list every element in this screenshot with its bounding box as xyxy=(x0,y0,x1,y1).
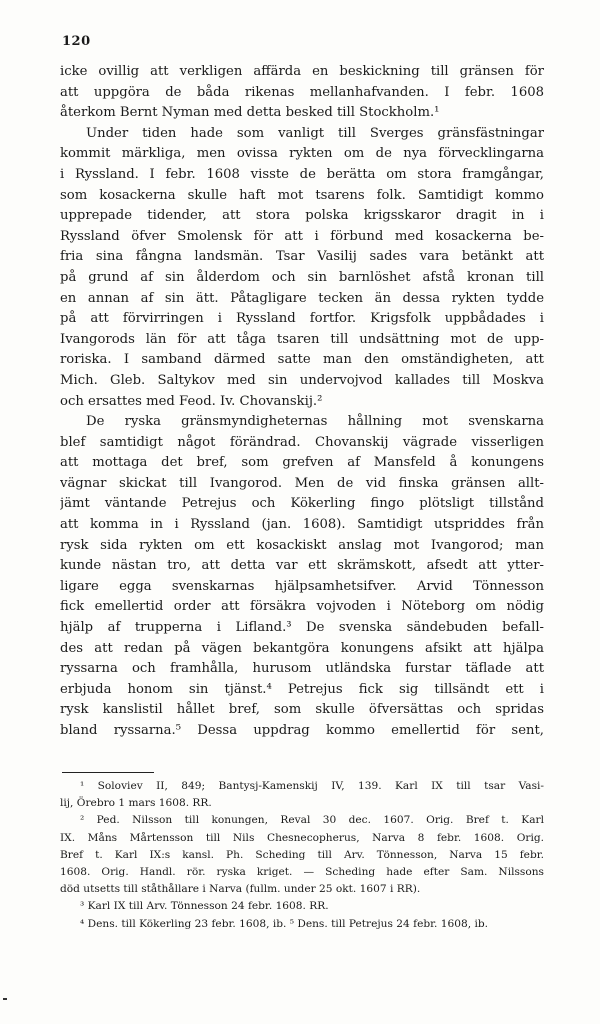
scan-speck xyxy=(3,998,7,1000)
body-line: Ryssland öfver Smolensk för att i förbund med kosackerna be- xyxy=(60,228,544,244)
body-line: som kosackerna skulle haft mot tsarens folk. Samtidigt kommo xyxy=(60,187,544,203)
footnote-line: ² Ped. Nilsson till konungen, Reval 30 dec. 1607. Orig. Bref t. Karl xyxy=(80,814,544,827)
body-line: Ivangorods län för att tåga tsaren till undsättning mot de upp- xyxy=(60,331,544,347)
footnote-line: lij, Örebro 1 mars 1608. RR. xyxy=(60,797,212,810)
footnote-line: död utsetts till ståthållare i Narva (fullm. under 25 okt. 1607 i RR). xyxy=(60,883,421,896)
body-line: fria sina fångna landsmän. Tsar Vasilij sades vara betänkt att xyxy=(60,249,544,265)
body-line: kommit märkliga, men ovissa rykten om de nya förvecklingarna xyxy=(60,146,544,162)
footnote-line: IX. Måns Mårtensson till Nils Chesnecopherus, Narva 8 febr. 1608. Orig. xyxy=(60,831,544,844)
body-line: att komma in i Ryssland (jan. 1608). Samtidigt utspriddes från xyxy=(60,517,544,533)
body-line: erbjuda honom sin tjänst.⁴ Petrejus fick sig tillsändt ett i xyxy=(60,681,544,697)
body-line: upprepade tidender, att stora polska krigsskaror dragit in i xyxy=(60,208,544,224)
footnote-line: ¹ Soloviev II, 849; Bantysj-Kamenskij IV, 139. Karl IX till tsar Vasi- xyxy=(80,780,544,792)
body-line: Mich. Gleb. Saltykov med sin undervojvod kallades till Moskva xyxy=(60,372,544,388)
body-text xyxy=(60,62,544,742)
body-line: på att förvirringen i Ryssland fortfor. Krigsfolk uppbådades i xyxy=(60,311,544,327)
body-line: blef samtidigt något förändrad. Chovanskij vägrade visserligen xyxy=(60,434,544,450)
body-line: bland ryssarna.⁵ Dessa uppdrag kommo emellertid för sent, xyxy=(60,723,544,738)
footnote-divider xyxy=(62,772,154,773)
footnote-line: 1608. Orig. Handl. rör. ryska kriget. — Scheding hade efter Sam. Nilssons xyxy=(60,865,544,878)
body-line: på grund af sin ålderdom och sin barnlöshet afstå kronan till xyxy=(60,269,544,285)
body-line: och ersattes med Feod. Iv. Chovanskij.² xyxy=(60,393,323,409)
body-line: ryssarna och framhålla, hurusom utländska furstar täflade att xyxy=(60,661,544,677)
body-line: icke ovillig att verkligen affärda en beskickning till gränsen för xyxy=(60,64,544,79)
body-line: att mottaga det bref, som grefven af Mansfeld å konungens xyxy=(60,455,544,471)
body-line: att uppgöra de båda rikenas mellanhafvanden. I febr. 1608 xyxy=(60,84,544,100)
body-line: De ryska gränsmyndigheternas hållning mot svenskarna xyxy=(86,414,544,430)
body-line: jämt väntande Petrejus och Kökerling fingo plötsligt tillstånd xyxy=(60,496,544,512)
body-line: rysk sida rykten om ett kosackiskt anslag mot Ivangorod; man xyxy=(60,537,544,553)
body-line: i Ryssland. I febr. 1608 visste de berätta om stora framgångar, xyxy=(60,166,544,182)
body-line: kunde nästan tro, att detta var ett skrämskott, afsedt att ytter- xyxy=(60,558,544,574)
body-line: återkom Bernt Nyman med detta besked till Stockholm.¹ xyxy=(60,105,440,121)
body-line: roriska. I samband därmed satte man den omständigheten, att xyxy=(60,352,544,368)
body-line: vägnar skickat till Ivangorod. Men de vid finska gränsen allt- xyxy=(60,475,544,491)
body-line: des att redan på vägen bekantgöra konungens afsikt att hjälpa xyxy=(60,640,544,656)
body-line: ligare egga svenskarnas hjälpsamhetsifver. Arvid Tönnesson xyxy=(60,578,544,594)
body-line: Under tiden hade som vanligt till Sverges gränsfästningar xyxy=(86,125,544,141)
body-line: en annan af sin ätt. Påtagligare tecken än dessa rykten tydde xyxy=(60,290,544,306)
footnote-line: Bref t. Karl IX:s kansl. Ph. Scheding till Arv. Tönnesson, Narva 15 febr. xyxy=(60,848,544,861)
footnotes xyxy=(60,778,544,933)
body-line: rysk kanslistil hållet bref, som skulle öfversättas och spridas xyxy=(60,702,544,718)
body-line: fick emellertid order att försäkra vojvoden i Nöteborg om nödig xyxy=(60,599,544,615)
body-line: hjälp af trupperna i Lifland.³ De svenska sändebuden befall- xyxy=(60,620,544,636)
footnote-line: ⁴ Dens. till Kökerling 23 febr. 1608, ib. ⁵ Dens. till Petrejus 24 febr. 1608, ib. xyxy=(80,917,488,930)
footnote-line: ³ Karl IX till Arv. Tönnesson 24 febr. 1608. RR. xyxy=(80,900,329,913)
page-number: 120 xyxy=(62,34,91,49)
